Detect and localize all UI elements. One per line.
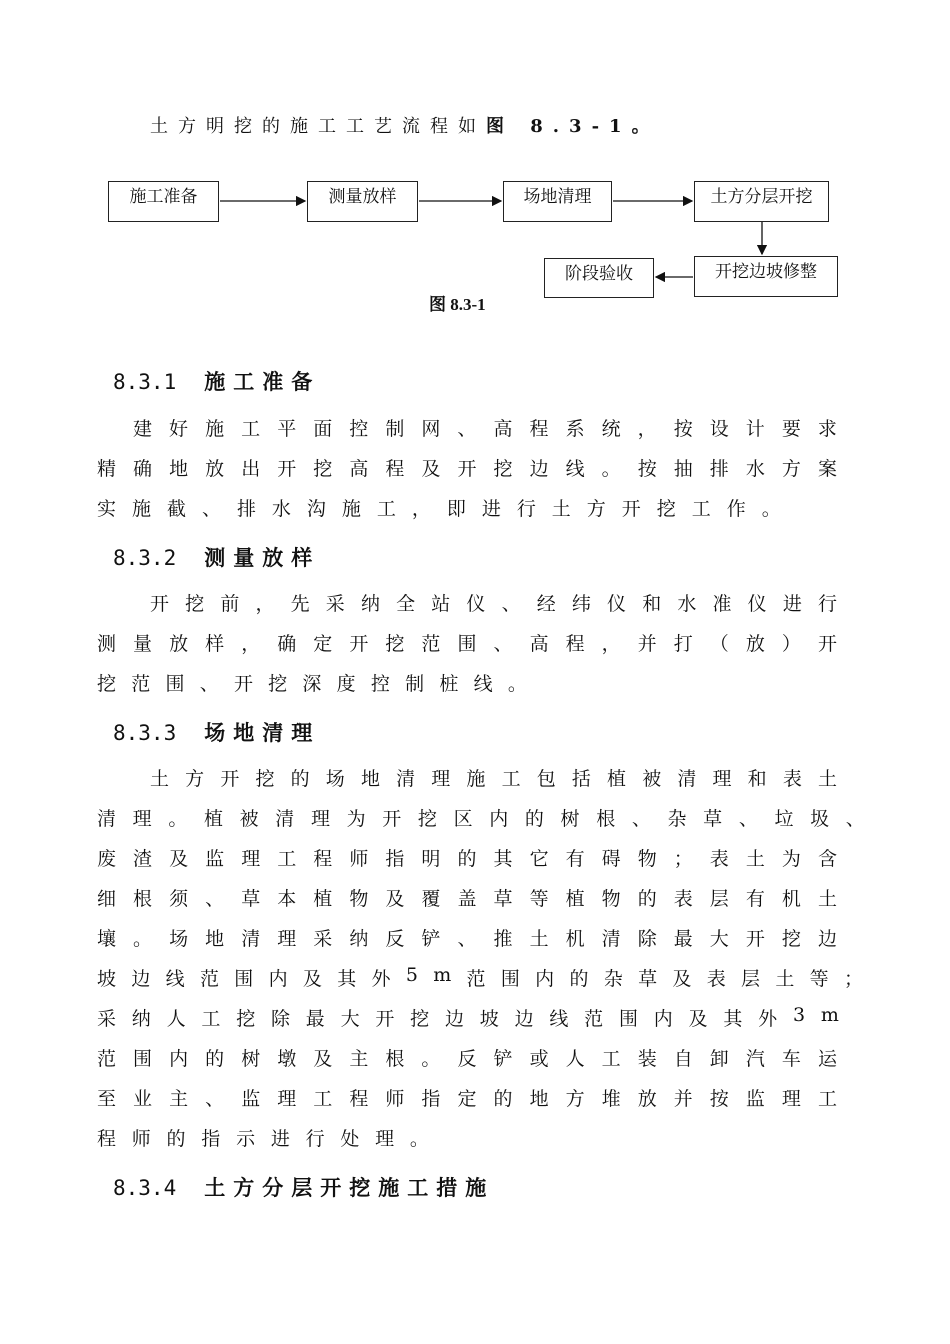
flow-step-survey: 测量放样 — [307, 181, 418, 222]
paragraph-line: 开 挖 前 ， 先 采 纳 全 站 仪 、 经 纬 仪 和 水 准 仪 进 行 — [150, 593, 837, 615]
figure-reference: 图 8.3-1。 — [486, 116, 660, 137]
section-title: 场地清理 — [204, 720, 321, 745]
paragraph-line: 土 方 开 挖 的 场 地 清 理 施 工 包 括 植 被 清 理 和 表 土 — [150, 768, 837, 790]
section-number: 8.3.2 — [113, 546, 177, 570]
paragraph-line: 测 量 放 样 ， 确 定 开 挖 范 围 、 高 程 ， 并 打 （ 放 ） 开 — [97, 633, 837, 655]
flow-step-preparation: 施工准备 — [108, 181, 219, 222]
flow-step-slope-trimming: 开挖边坡修整 — [694, 256, 838, 297]
paragraph-line: 程 师 的 指 示 进 行 处 理 。 — [97, 1128, 429, 1150]
paragraph-line: 细 根 须 、 草 本 植 物 及 覆 盖 草 等 植 物 的 表 层 有 机 土 — [97, 888, 837, 910]
section-number: 8.3.3 — [113, 721, 177, 745]
flow-step-layered-excavation: 土方分层开挖 — [694, 181, 829, 222]
flow-step-site-clearing: 场地清理 — [503, 181, 612, 222]
flow-step-stage-acceptance: 阶段验收 — [544, 258, 654, 298]
paragraph-line: 清 理 。 植 被 清 理 为 开 挖 区 内 的 树 根 、 杂 草 、 垃 圾 、 — [97, 808, 865, 830]
paragraph-line: 壤 。 场 地 清 理 采 纳 反 铲 、 推 土 机 清 除 最 大 开 挖 边 — [97, 928, 837, 950]
section-number: 8.3.1 — [113, 370, 177, 394]
paragraph-line: 至 业 主 、 监 理 工 程 师 指 定 的 地 方 堆 放 并 按 监 理 工 — [97, 1088, 837, 1110]
section-heading-8-3-1 — [113, 366, 320, 396]
paragraph-line: 实 施 截 、 排 水 沟 施 工 ， 即 进 行 土 方 开 挖 工 作 。 — [97, 498, 781, 520]
paragraph-line: 废 渣 及 监 理 工 程 师 指 明 的 其 它 有 碍 物 ； 表 土 为 含 — [97, 848, 837, 870]
paragraph-line: 挖 范 围 、 开 挖 深 度 控 制 桩 线 。 — [97, 673, 527, 695]
intro-text: 土方明挖的施工工艺流程如 — [150, 116, 486, 137]
section-heading-8-3-3 — [113, 717, 320, 747]
paragraph-line: 采 纳 人 工 挖 除 最 大 开 挖 边 坡 边 线 范 围 内 及 其 外 3 m — [97, 1004, 839, 1030]
paragraph-line: 建 好 施 工 平 面 控 制 网 、 高 程 系 统 ， 按 设 计 要 求 — [133, 418, 837, 440]
paragraph-line: 精 确 地 放 出 开 挖 高 程 及 开 挖 边 线 。 按 抽 排 水 方 案 — [97, 458, 837, 480]
section-title: 施工准备 — [204, 369, 321, 394]
section-heading-8-3-2 — [113, 542, 320, 572]
flowchart-arrows — [0, 0, 950, 340]
paragraph-line: 坡 边 线 范 围 内 及 其 外 5 m 范 围 内 的 杂 草 及 表 层 土 等 ； — [97, 964, 863, 990]
section-heading-8-3-4 — [113, 1172, 494, 1202]
section-title: 测量放样 — [204, 545, 321, 570]
section-number: 8.3.4 — [113, 1176, 177, 1200]
paragraph-line: 范 围 内 的 树 墩 及 主 根 。 反 铲 或 人 工 装 自 卸 汽 车 运 — [97, 1048, 837, 1070]
section-title: 土方分层开挖施工措施 — [204, 1175, 495, 1200]
figure-caption: 图 8.3-1 — [429, 295, 486, 314]
